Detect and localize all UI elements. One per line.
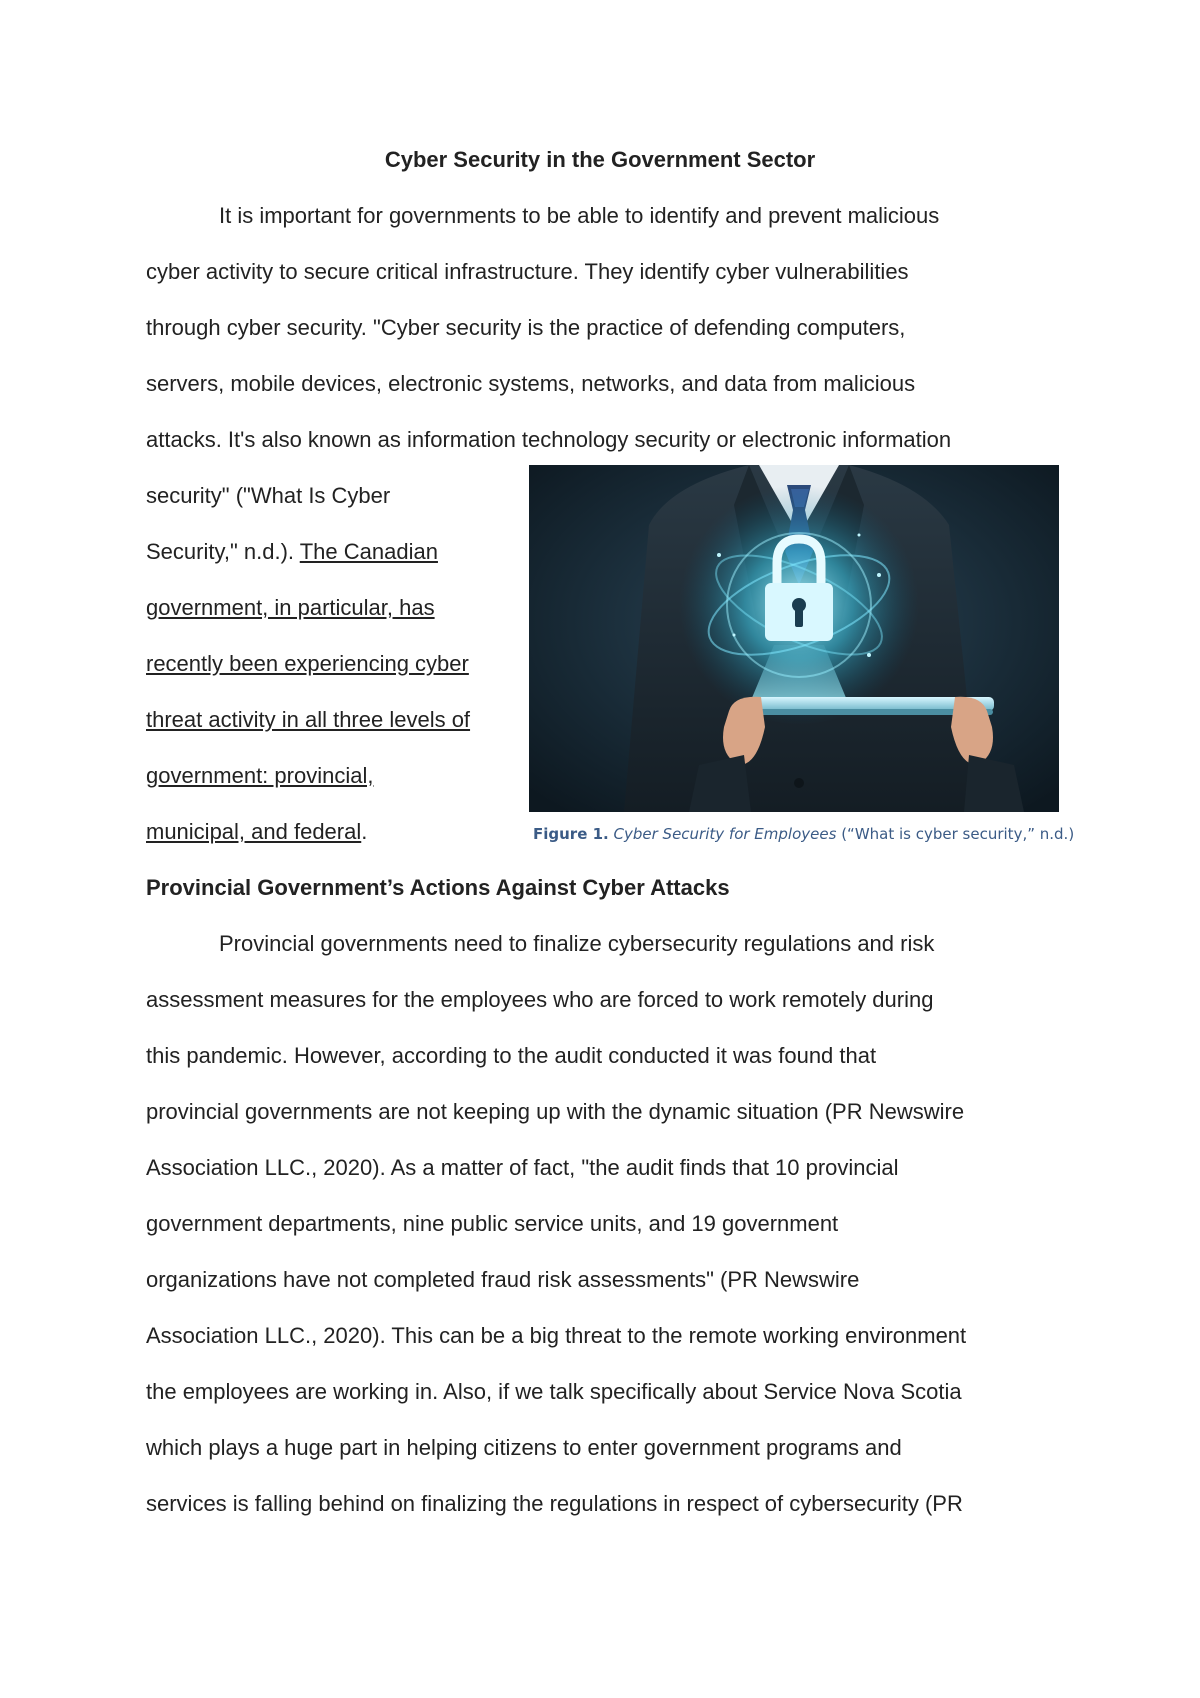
- wrap-last-underlined: municipal, and federal: [146, 819, 362, 844]
- intro-line-4: servers, mobile devices, electronic systems, networks, and data from malicious: [146, 371, 916, 396]
- wrap-line-2: [146, 536, 438, 568]
- figure-caption-label: Figure 1.: [533, 825, 609, 843]
- underlined-line-2: recently been experiencing cyber: [146, 651, 469, 676]
- document-title: Cyber Security in the Government Sector: [384, 147, 816, 172]
- cyber-security-figure-image: [529, 465, 1059, 812]
- padlock-tablet-illustration: [529, 465, 1059, 812]
- figure-caption-title: Cyber Security for Employees: [613, 825, 837, 843]
- section-line-8: Association LLC., 2020). This can be a big threat to the remote working environment: [146, 1323, 967, 1348]
- figure-caption: [533, 820, 1073, 848]
- section-line-5: Association LLC., 2020). As a matter of fact, "the audit finds that 10 provincial: [146, 1155, 899, 1180]
- section-line-7: organizations have not completed fraud risk assessments" (PR Newswire: [146, 1267, 860, 1292]
- section-line-6: government departments, nine public service units, and 19 government: [146, 1211, 839, 1236]
- section-heading: Provincial Government’s Actions Against Cyber Attacks: [146, 875, 730, 900]
- wrap-line-1: security" ("What Is Cyber: [146, 483, 391, 508]
- intro-line-5: attacks. It's also known as information technology security or electronic information: [146, 427, 952, 452]
- section-line-4: provincial governments are not keeping up with the dynamic situation (PR Newswire: [146, 1099, 965, 1124]
- section-line-10: which plays a huge part in helping citizens to enter government programs and: [146, 1435, 902, 1460]
- canadian-government-link-text: The Canadian: [299, 539, 438, 564]
- figure-caption-source: (“What is cyber security,” n.d.): [836, 825, 1075, 843]
- section-line-9: the employees are working in. Also, if we talk specifically about Service Nova Scotia: [146, 1379, 962, 1404]
- intro-line-3: through cyber security. "Cyber security is the practice of defending computers,: [146, 315, 906, 340]
- section-line-1: Provincial governments need to finalize cybersecurity regulations and risk: [219, 931, 935, 956]
- section-line-11: services is falling behind on finalizing the regulations in respect of cybersecurity (PR: [146, 1491, 963, 1516]
- section-line-3: this pandemic. However, according to the audit conducted it was found that: [146, 1043, 877, 1068]
- wrap-last-line: [146, 816, 367, 848]
- wrap-line-2-text: Security," n.d.).: [146, 539, 300, 564]
- section-line-2: assessment measures for the employees who are forced to work remotely during: [146, 987, 934, 1012]
- underlined-line-1: government, in particular, has: [146, 595, 435, 620]
- intro-line-1: It is important for governments to be able to identify and prevent malicious: [219, 203, 940, 228]
- underlined-line-3: threat activity in all three levels of: [146, 707, 471, 732]
- underlined-line-4: government: provincial,: [146, 763, 374, 788]
- wrap-last-period: .: [361, 819, 368, 844]
- intro-line-2: cyber activity to secure critical infrastructure. They identify cyber vulnerabilities: [146, 259, 909, 284]
